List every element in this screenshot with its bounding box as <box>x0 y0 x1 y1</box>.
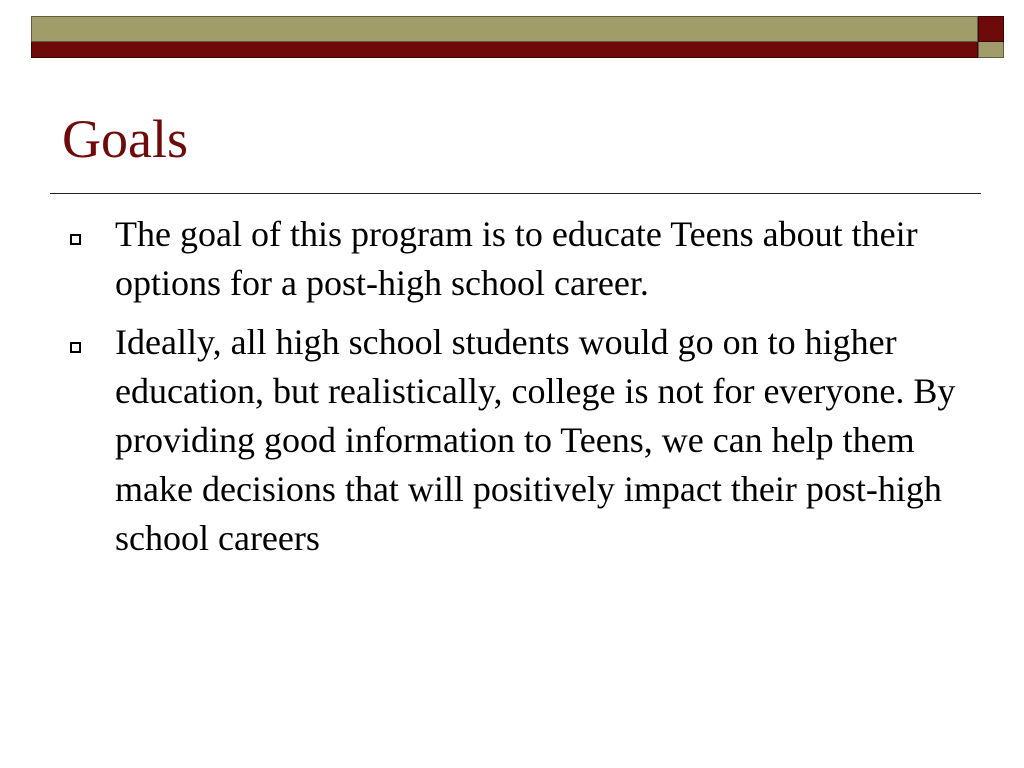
header-corner-maroon <box>978 16 1004 42</box>
hollow-square-bullet-icon <box>70 342 81 353</box>
bullet-text: The goal of this program is to educate Teens about their options for a post-high school career. <box>115 214 918 303</box>
bullet-text: Ideally, all high school students would go on to higher education, but realistically, college is not for everyone. By providing good information to Teens, we can help them make decisions that will positively impact their post-high school careers <box>115 322 956 558</box>
header-band-maroon <box>31 42 978 58</box>
bullet-item <box>62 210 962 308</box>
bullet-item <box>62 318 962 563</box>
title-divider <box>50 193 981 194</box>
hollow-square-bullet-icon <box>70 234 81 245</box>
bullet-list <box>62 210 962 573</box>
slide-title: Goals <box>62 109 188 169</box>
header-corner-olive <box>978 42 1004 58</box>
header-band-olive <box>31 16 978 42</box>
